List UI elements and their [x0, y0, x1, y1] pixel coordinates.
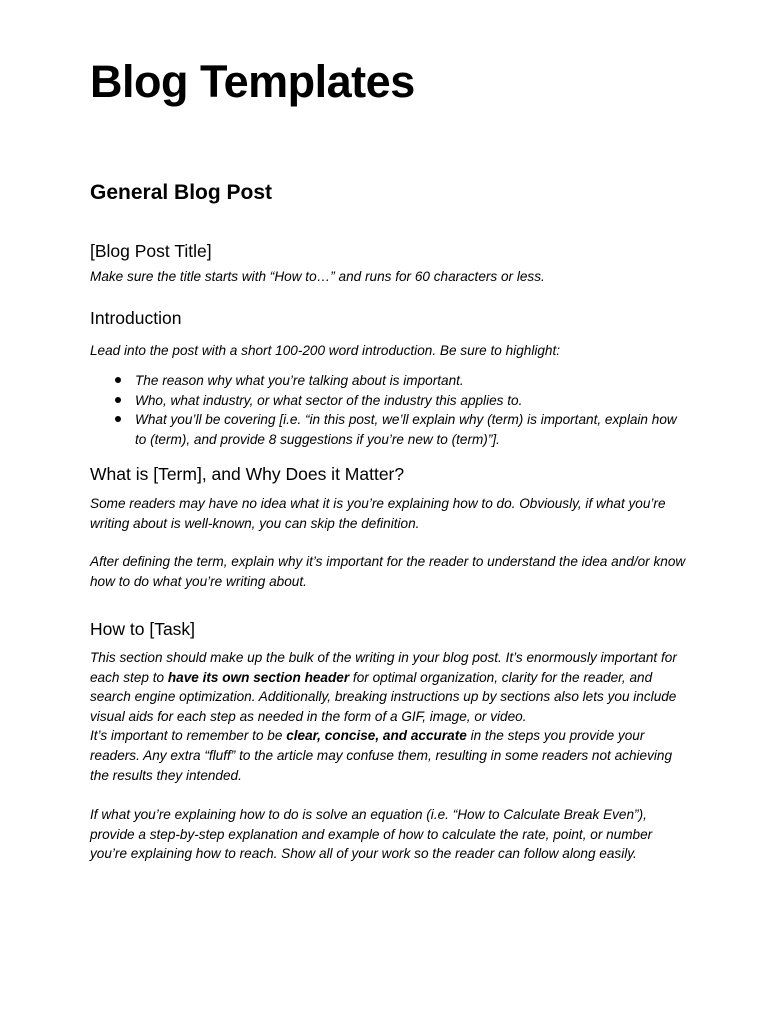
introduction-lead: Lead into the post with a short 100-200 word introduction. Be sure to highlight:: [90, 343, 561, 358]
list-item: [90, 410, 690, 449]
introduction-bullet-list: [90, 371, 690, 449]
how-to-p2-text-a: It’s important to remember to be: [90, 728, 287, 744]
list-item-text: Who, what industry, or what sector of the industry this applies to.: [135, 392, 523, 408]
how-to-paragraph-1: [90, 648, 690, 785]
list-item: [90, 371, 690, 391]
blog-post-title-heading: [Blog Post Title]: [90, 241, 212, 261]
bullet-icon: [115, 377, 121, 383]
how-to-heading: How to [Task]: [90, 619, 196, 639]
list-item: [90, 391, 690, 411]
bullet-icon: [115, 397, 121, 403]
how-to-paragraph-3: If what you’re explaining how to do is solve an equation (i.e. “How to Calculate Break Even”), provide a step-by-step explanation and example of how to calculate the rate, point, or number you’re explaining how to reach. Show all of your work so the reader can follow along easily.: [90, 807, 653, 862]
list-item-text: What you’ll be covering [i.e. “in this post, we’ll explain why (term) is important, explain how to (term), and provide 8 suggestions if you’re new to (term)”].: [135, 412, 677, 447]
what-is-heading: What is [Term], and Why Does it Matter?: [90, 464, 405, 484]
document-title: Blog Templates: [90, 56, 415, 107]
how-to-p1-text-a: This section should make up the bulk of the writing in your blog post. It’s enormously important for each step to: [90, 650, 677, 685]
how-to-p2-emphasis: clear, concise, and accurate: [286, 728, 467, 744]
how-to-p1-text-b: for optimal organization, clarity for the reader, and search engine optimization. Additionally, breaking instructions up by sections also lets you include visual aids for each step as needed in the form of a GIF, image, or video.: [90, 669, 677, 724]
how-to-p1-emphasis: have its own section header: [167, 669, 350, 685]
what-is-paragraph-1: Some readers may have no idea what it is you’re explaining how to do. Obviously, if what you’re writing about is well-known, you can skip the definition.: [90, 496, 666, 531]
blog-post-title-note: Make sure the title starts with “How to…” and runs for 60 characters or less.: [90, 269, 545, 284]
list-item-text: The reason why what you’re talking about is important.: [135, 373, 464, 388]
what-is-paragraph-2: After defining the term, explain why it’s important for the reader to understand the idea and/or know how to do what you’re writing about.: [90, 554, 686, 589]
how-to-p2-text-b: in the steps you provide your readers. Any extra “fluff” to the article may confuse them, resulting in some readers not achieving the results they intended.: [90, 728, 673, 783]
introduction-heading: Introduction: [90, 308, 182, 328]
section-title: General Blog Post: [90, 181, 273, 204]
bullet-icon: [115, 416, 121, 422]
